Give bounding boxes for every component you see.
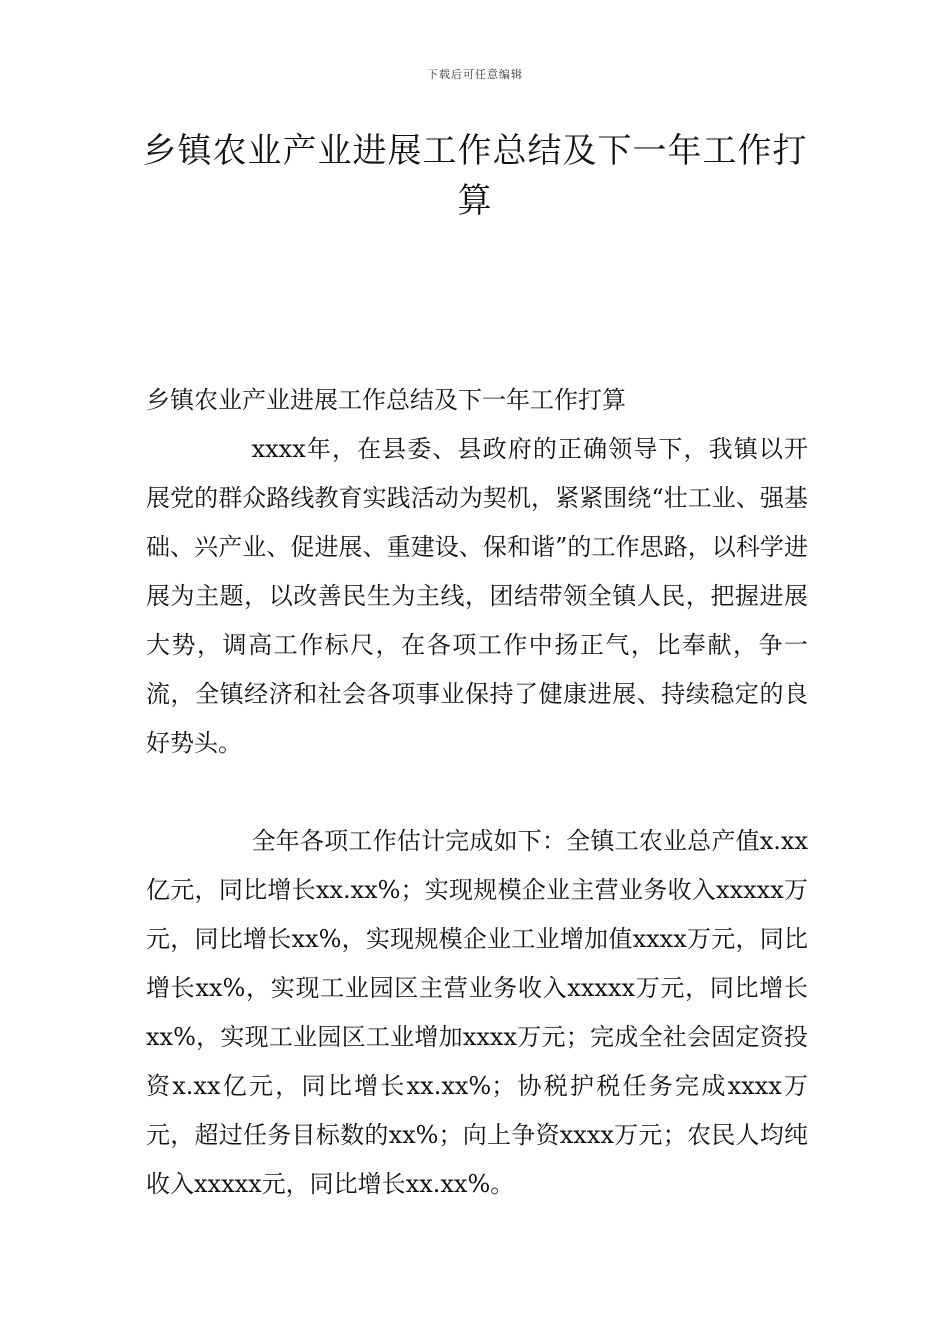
document-body [146, 376, 808, 1209]
paragraph-1: xxxx年，在县委、县政府的正确领导下，我镇以开展党的群众路线教育实践活动为契机，紧紧围绕“壮工业、强基础、兴产业、促进展、重建设、保和谐”的工作思路，以科学进展为主题，以改善民生为主线，团结带领全镇人民，把握进展大势，调高工作标尺，在各项工作中扬正气，比奉献，争一流，全镇经济和社会各项事业保持了健康进展、持续稳定的良好势头。 [146, 435, 808, 757]
document-subtitle: 乡镇农业产业进展工作总结及下一年工作打算 [146, 386, 626, 414]
paragraph-2: 全年各项工作估计完成如下：全镇工农业总产值x.xx亿元，同比增长xx.xx%；实现规模企业主营业务收入xxxxx万元，同比增长xx%，实现规模企业工业增加值xxxx万元，同比增长xx%，实现工业园区主营业务收入xxxxx万元，同比增长xx%，实现工业园区工业增加xxxx万元；完成全社会固定资投资x.xx亿元，同比增长xx.xx%；协税护税任务完成xxxx万元，超过任务目标数的xx%；向上争资xxxx万元；农民人均纯收入xxxxx元，同比增长xx.xx%。 [146, 827, 808, 1198]
document-title: 乡镇农业产业进展工作总结及下一年工作打算 [142, 131, 808, 221]
header-note: 下载后可任意编辑 [427, 68, 523, 81]
